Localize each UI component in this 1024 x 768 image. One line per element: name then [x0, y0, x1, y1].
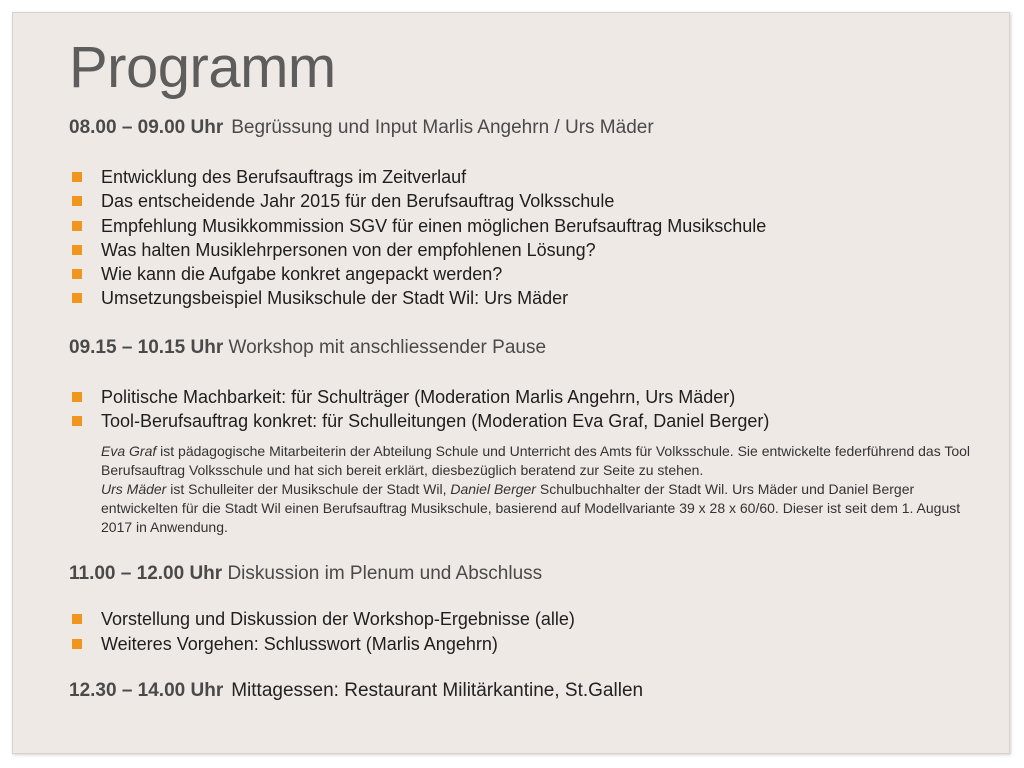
bullet-square-icon	[72, 172, 82, 182]
list-item	[69, 409, 989, 433]
bullet-square-icon	[72, 221, 82, 231]
list-item-text: Politische Machbarkeit: für Schulträger (Moderation Marlis Angehrn, Urs Mäder)	[101, 386, 736, 407]
bullet-square-icon	[72, 639, 82, 649]
slide	[12, 12, 1010, 754]
section-description: Mittagessen: Restaurant Militärkantine, St.Gallen	[231, 679, 644, 701]
list-item-text: Umsetzungsbeispiel Musikschule der Stadt Wil: Urs Mäder	[101, 288, 569, 309]
note-name-eva-graf: Eva Graf	[101, 443, 157, 460]
bullet-square-icon	[72, 293, 82, 303]
page-title: Programm	[69, 35, 336, 100]
list-item	[69, 286, 989, 310]
note-name-daniel-berger: Daniel Berger	[450, 481, 536, 498]
list-item-text: Das entscheidende Jahr 2015 für den Berufsauftrag Volksschule	[101, 191, 615, 212]
bullet-list-2	[69, 385, 989, 434]
bullet-square-icon	[72, 196, 82, 206]
section-description: Begrüssung und Input Marlis Angehrn / Urs Mäder	[231, 117, 654, 138]
bullet-square-icon	[72, 245, 82, 255]
section-description: Workshop mit anschliessender Pause	[228, 336, 547, 358]
section-heading-3	[69, 563, 989, 585]
bullet-square-icon	[72, 269, 82, 279]
bullet-list-3	[69, 607, 989, 656]
program-content	[69, 117, 989, 702]
section-heading-2	[69, 337, 989, 359]
bullet-square-icon	[72, 416, 82, 426]
list-item	[69, 214, 989, 238]
list-item	[69, 165, 989, 189]
section-heading-4	[69, 680, 989, 702]
list-item	[69, 632, 989, 656]
bullet-list-1	[69, 165, 989, 311]
note-text-2: ist Schulleiter der Musikschule der Stadt Wil,	[166, 481, 451, 498]
workshop-note	[69, 442, 989, 537]
list-item-text: Weiteres Vorgehen: Schlusswort (Marlis Angehrn)	[101, 633, 498, 654]
list-item	[69, 189, 989, 213]
section-time: 09.15 – 10.15 Uhr	[69, 336, 224, 358]
list-item-text: Was halten Musiklehrpersonen von der empfohlenen Lösung?	[101, 239, 596, 260]
note-text-1: ist pädagogische Mitarbeiterin der Abteilung Schule und Unterricht des Amts für Volksschule. Sie entwickelte federführend das Tool Berufsauftrag Volksschule und hat sich bereit erklärt, diesbezüglich beratend zur Seite zu stehen.	[101, 443, 971, 479]
list-item	[69, 238, 989, 262]
section-description: Diskussion im Plenum und Abschluss	[227, 563, 543, 585]
note-name-urs-maeder: Urs Mäder	[101, 481, 167, 498]
list-item-text: Tool-Berufsauftrag konkret: für Schulleitungen (Moderation Eva Graf, Daniel Berger)	[101, 411, 770, 432]
list-item	[69, 262, 989, 286]
list-item	[69, 607, 989, 631]
list-item-text: Empfehlung Musikkommission SGV für einen möglichen Berufsauftrag Musikschule	[101, 215, 767, 236]
section-heading-1	[69, 117, 989, 139]
section-time: 11.00 – 12.00 Uhr	[69, 563, 223, 585]
list-item-text: Entwicklung des Berufsauftrags im Zeitverlauf	[101, 167, 467, 187]
list-item	[69, 385, 989, 409]
bullet-square-icon	[72, 392, 82, 402]
section-time: 12.30 – 14.00 Uhr	[69, 679, 224, 701]
section-time: 08.00 – 09.00 Uhr	[69, 117, 224, 138]
list-item-text: Vorstellung und Diskussion der Workshop-Ergebnisse (alle)	[101, 609, 575, 630]
list-item-text: Wie kann die Aufgabe konkret angepackt werden?	[101, 264, 503, 285]
bullet-square-icon	[72, 614, 82, 624]
note-text-3: Schulbuchhalter der Stadt Wil. Urs Mäder und Daniel Berger entwickelten für die Stadt Wil einen Berufsauftrag Musikschule, basierend auf Modellvariante 39 x 28 x 60/60. Dieser ist seit dem 1. August 2017 in Anwendung.	[101, 481, 961, 536]
